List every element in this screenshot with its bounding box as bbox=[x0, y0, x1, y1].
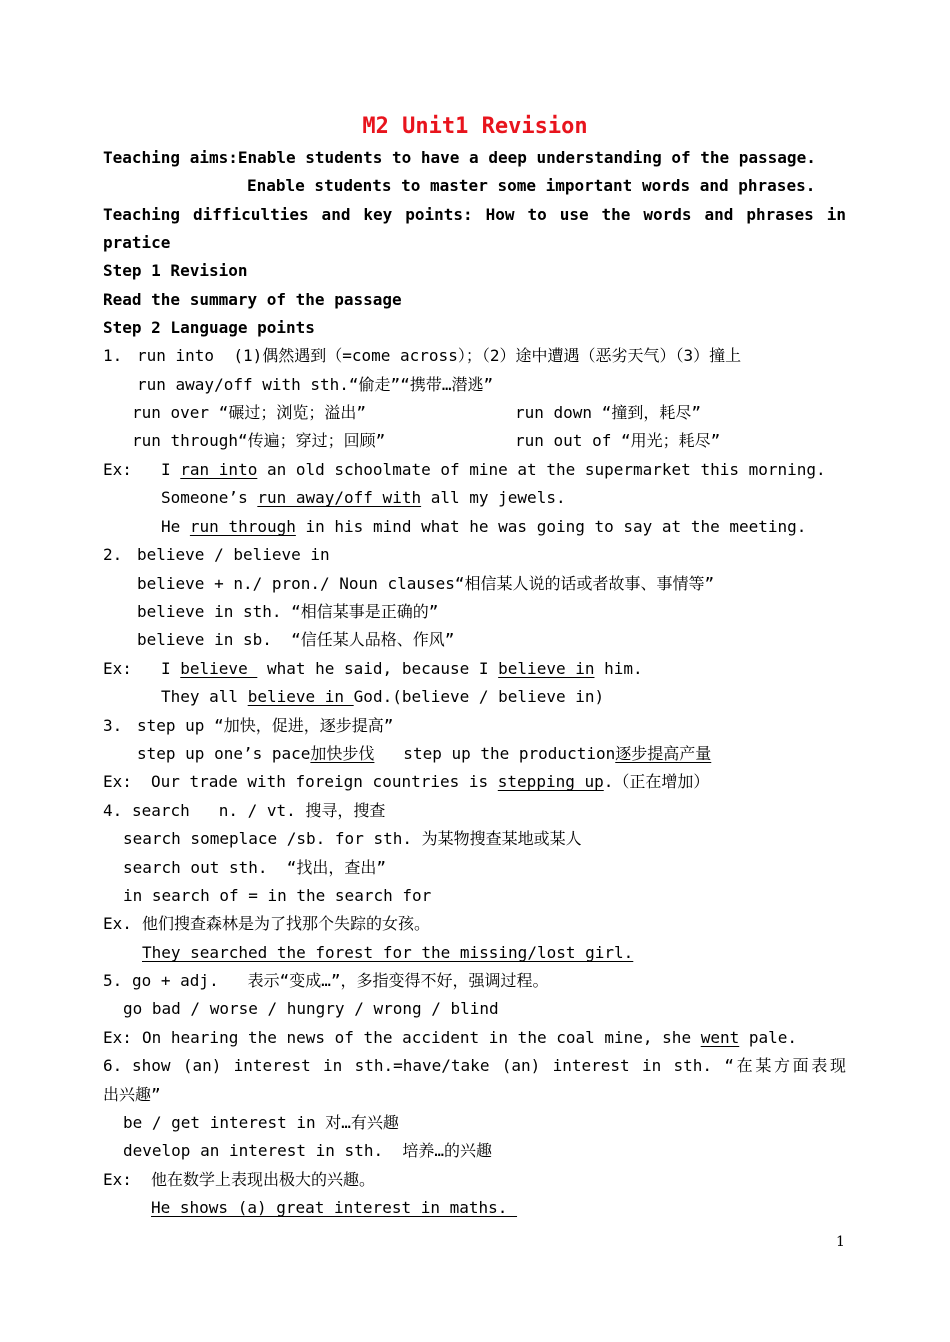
item-1-heading: run into (1)偶然遇到（=come across）；（2）途中遭遇（恶劣天气）（3）撞上 bbox=[137, 346, 742, 365]
ex-text: I bbox=[161, 659, 181, 678]
item-1-example-3 bbox=[161, 517, 806, 537]
item-5-number: 5. bbox=[103, 971, 123, 990]
item-5-example bbox=[142, 1028, 797, 1048]
ex-text: an old schoolmate of mine at the supermarket this morning. bbox=[257, 460, 826, 479]
item-6-heading: show (an) interest in sth.=have/take (an) interest in sth. “在某方面表现 bbox=[132, 1056, 846, 1075]
item-4-ex-label: Ex. bbox=[103, 914, 132, 933]
ex-underlined: run away/off with bbox=[257, 488, 422, 507]
ex-text: On hearing the news of the accident in the coal mine, she bbox=[142, 1028, 701, 1047]
item-2-heading: believe / believe in bbox=[137, 545, 330, 564]
item-1-line3b: run down “撞到，耗尽” bbox=[515, 403, 701, 422]
item-2-line4: believe in sb. “信任某人品格、作风” bbox=[137, 630, 455, 649]
aims-label: Teaching aims: bbox=[103, 148, 238, 167]
item-4-example-answer: They searched the forest for the missing/lost girl. bbox=[142, 943, 634, 962]
item-2-number: 2. bbox=[103, 545, 123, 564]
ex-text: pale. bbox=[739, 1028, 798, 1047]
ex-text: .（正在增加） bbox=[603, 772, 710, 791]
ex-text: him. bbox=[594, 659, 643, 678]
item-1-number: 1. bbox=[103, 346, 123, 365]
item-1-line3a: run over “碾过；浏览；溢出” bbox=[132, 403, 366, 422]
ex-underlined: 逐步提高产量 bbox=[615, 744, 712, 763]
item-3-ex-label: Ex: bbox=[103, 772, 132, 791]
ex-underlined: ran into bbox=[180, 460, 258, 479]
difficulties-line1: Teaching difficulties and key points: How to use the words and phrases in bbox=[103, 205, 846, 224]
item-4-line4: in search of = in the search for bbox=[123, 886, 432, 905]
ex-text: They all bbox=[161, 687, 248, 706]
ex-underlined: 加快步伐 bbox=[310, 744, 375, 763]
page-title: M2 Unit1 Revision bbox=[362, 114, 588, 139]
step2-heading: Step 2 Language points bbox=[103, 318, 315, 337]
item-4-line2: search someplace /sb. for sth. 为某物搜查某地或某人 bbox=[123, 829, 582, 848]
ex-text: Our trade with foreign countries is bbox=[151, 772, 498, 791]
item-2-example-2 bbox=[161, 687, 604, 707]
item-3-example bbox=[151, 772, 709, 792]
ex-underlined: believe bbox=[180, 659, 258, 678]
ex-text: step up one’s pace bbox=[137, 744, 311, 763]
ex-underlined: believe in bbox=[498, 659, 595, 678]
item-6-heading-cont: 出兴趣” bbox=[103, 1085, 161, 1104]
item-1-line4b: run out of “用光；耗尽” bbox=[515, 431, 721, 450]
item-2-ex-label: Ex: bbox=[103, 659, 132, 678]
ex-underlined: went bbox=[700, 1028, 740, 1047]
item-6-example-question: 他在数学上表现出极大的兴趣。 bbox=[151, 1170, 376, 1189]
aims-text-2: Enable students to master some important words and phrases. bbox=[247, 176, 816, 195]
ex-text: all my jewels. bbox=[421, 488, 566, 507]
item-6-line3: develop an interest in sth. 培养…的兴趣 bbox=[123, 1141, 492, 1160]
item-2-example-1 bbox=[161, 659, 643, 679]
ex-underlined: stepping up bbox=[497, 772, 604, 791]
ex-text: what he said, because I bbox=[257, 659, 499, 678]
item-4-number: 4. bbox=[103, 801, 123, 820]
aims-text-1: Enable students to have a deep understanding of the passage. bbox=[237, 148, 816, 167]
item-5-ex-label: Ex: bbox=[103, 1028, 132, 1047]
item-4-example-question: 他们搜查森林是为了找那个失踪的女孩。 bbox=[142, 914, 431, 933]
item-6-number: 6. bbox=[103, 1056, 123, 1075]
item-1-ex-label: Ex: bbox=[103, 460, 132, 479]
item-5-line2: go bad / worse / hungry / wrong / blind bbox=[123, 999, 499, 1018]
item-4-heading: search n. / vt. 搜寻，搜查 bbox=[132, 801, 386, 820]
item-6-line2: be / get interest in 对…有兴趣 bbox=[123, 1113, 399, 1132]
ex-text: Someone’s bbox=[161, 488, 258, 507]
item-3-line2 bbox=[137, 744, 711, 764]
item-1-example-2 bbox=[161, 488, 566, 508]
page-number: 1 bbox=[836, 1234, 845, 1250]
item-3-number: 3. bbox=[103, 716, 123, 735]
ex-text: God.(believe / believe in) bbox=[353, 687, 605, 706]
item-6-ex-label: Ex: bbox=[103, 1170, 132, 1189]
item-1-example-1 bbox=[161, 460, 826, 480]
item-2-line2: believe + n./ pron./ Noun clauses“相信某人说的话或者故事、事情等” bbox=[137, 574, 715, 593]
difficulties-line2: pratice bbox=[103, 233, 171, 252]
item-6-example-answer: He shows (a) great interest in maths. bbox=[151, 1198, 518, 1217]
step1-task: Read the summary of the passage bbox=[103, 290, 402, 309]
item-5-heading: go + adj. 表示“变成…”，多指变得不好，强调过程。 bbox=[132, 971, 549, 990]
ex-underlined: run through bbox=[189, 517, 296, 536]
step1-heading: Step 1 Revision bbox=[103, 261, 248, 280]
item-1-line2: run away/off with sth.“偷走”“携带…潜逃” bbox=[137, 375, 494, 394]
item-2-line3: believe in sth. “相信某事是正确的” bbox=[137, 602, 439, 621]
item-4-line3: search out sth. “找出，查出” bbox=[123, 858, 387, 877]
ex-text: He bbox=[161, 517, 190, 536]
ex-text: in his mind what he was going to say at the meeting. bbox=[295, 517, 807, 536]
ex-text: step up the production bbox=[374, 744, 616, 763]
ex-text: I bbox=[161, 460, 181, 479]
item-1-line4a: run through“传遍；穿过；回顾” bbox=[132, 431, 386, 450]
item-3-heading: step up “加快，促进，逐步提高” bbox=[137, 716, 394, 735]
ex-underlined: believe in bbox=[247, 687, 354, 706]
teaching-aims-line1 bbox=[103, 148, 816, 168]
